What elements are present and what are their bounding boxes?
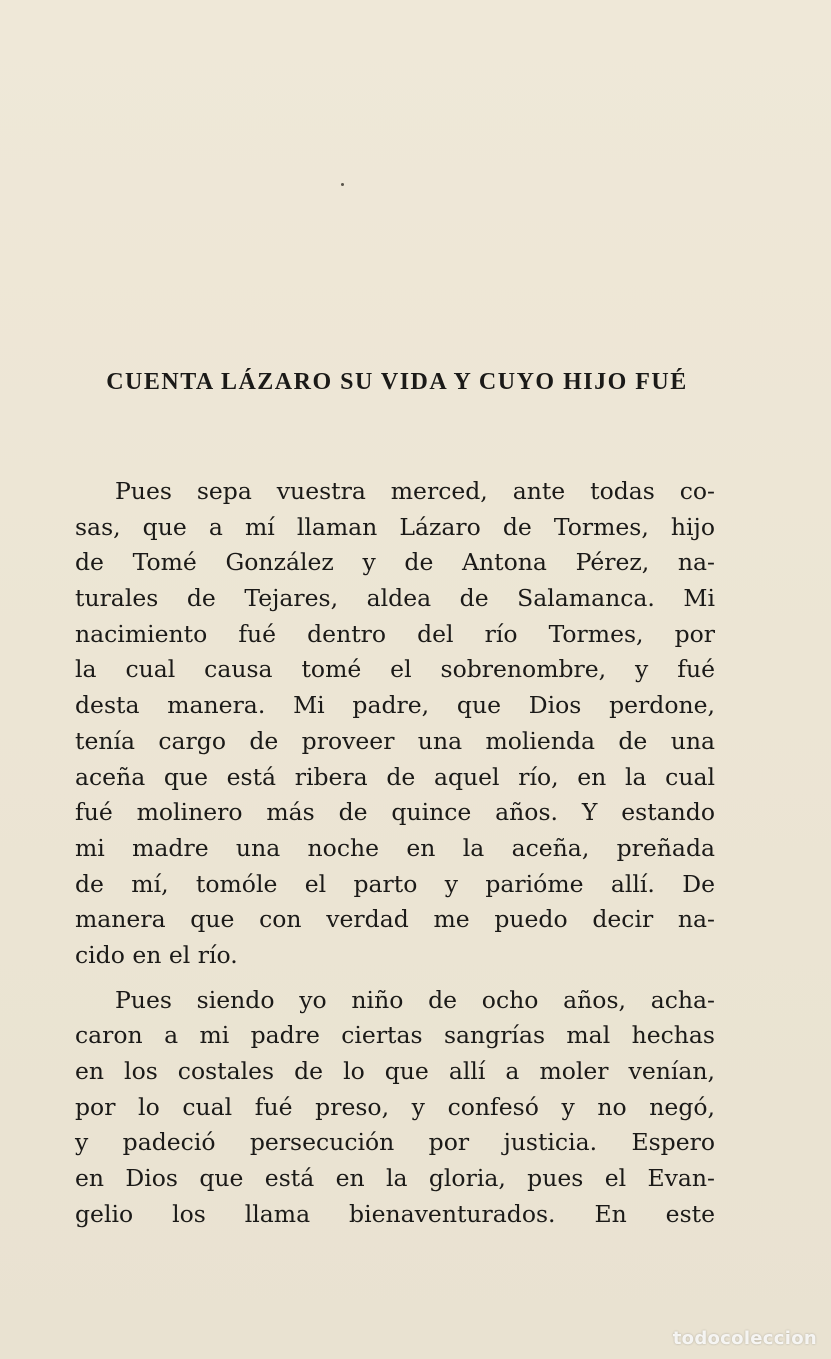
text-line: sas, que a mí llaman Lázaro de Tormes, hijo — [75, 512, 715, 541]
speck — [341, 183, 344, 186]
watermark: todocoleccion — [672, 1328, 817, 1349]
text-line: en los costales de lo que allí a moler venían, — [75, 1057, 715, 1085]
text-line: manera que con verdad me puedo decir na- — [75, 905, 715, 934]
text-line: caron a mi padre ciertas sangrías mal hechas — [75, 1021, 715, 1050]
text-line: fué molinero más de quince años. Y estando — [75, 798, 715, 827]
body-text — [75, 474, 715, 1232]
text-line: por lo cual fué preso, y confesó y no negó, — [75, 1092, 715, 1121]
text-line: Pues sepa vuestra merced, ante todas co- — [115, 477, 715, 505]
text-line: nacimiento fué dentro del río Tormes, por — [75, 619, 715, 648]
text-line: desta manera. Mi padre, que Dios perdone, — [75, 691, 715, 720]
text-line: aceña que está ribera de aquel río, en la cual — [75, 762, 715, 791]
paragraph-gap — [75, 974, 715, 983]
text-line: tenía cargo de proveer una molienda de una — [75, 726, 715, 755]
text-line: la cual causa tomé el sobrenombre, y fué — [75, 655, 715, 684]
text-line: mi madre una noche en la aceña, preñada — [75, 833, 715, 862]
text-line: Pues siendo yo niño de ocho años, acha- — [115, 985, 715, 1014]
text-line: en Dios que está en la gloria, pues el Evan- — [75, 1164, 715, 1193]
text-line: de mí, tomóle el parto y parióme allí. De — [75, 869, 715, 898]
text-line: cido en el río. — [75, 940, 238, 969]
chapter-heading: CUENTA LÁZARO SU VIDA Y CUYO HIJO FUÉ — [106, 369, 688, 395]
text-line: y padeció persecución por justicia. Espero — [75, 1128, 715, 1157]
text-line: gelio los llama bienaventurados. En este — [75, 1199, 715, 1228]
text-line: turales de Tejares, aldea de Salamanca. Mi — [75, 584, 715, 613]
text-line: de Tomé González y de Antona Pérez, na- — [75, 548, 715, 577]
